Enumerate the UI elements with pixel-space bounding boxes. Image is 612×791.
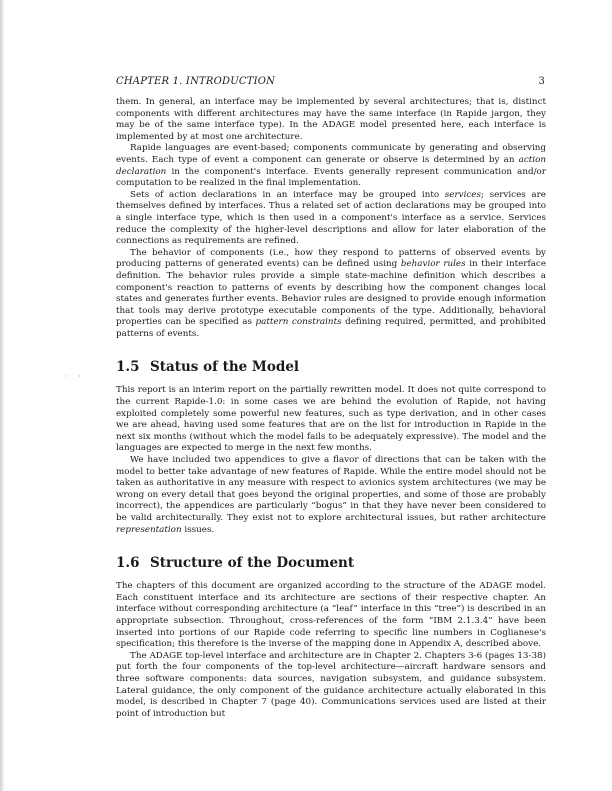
section-number: 1.6 — [116, 555, 140, 572]
text-run: Sets of action declarations in an interface may be grouped into — [130, 189, 445, 200]
emphasis-text: representation — [116, 524, 182, 535]
paragraph — [116, 190, 546, 248]
body-text — [116, 97, 546, 720]
running-header — [116, 76, 545, 87]
paragraph — [116, 248, 546, 341]
section-title: Status of the Model — [150, 359, 300, 376]
emphasis-text: services — [444, 189, 481, 200]
text-run: The behavior of components (i.e., how they respond to patterns of observed events by producing patterns of generated events) can be defined using — [116, 247, 546, 270]
emphasis-text: behavior rules — [400, 259, 466, 270]
paragraph — [116, 143, 546, 189]
section-heading-1-5 — [116, 359, 546, 375]
section-heading-1-6 — [116, 555, 546, 571]
section-number: 1.5 — [116, 359, 140, 376]
text-run: defining required, permitted, and prohibited patterns of events. — [116, 317, 546, 339]
text-run: in their interface definition. The behavior rules provide a simple state-machine definition which describes a component's reaction to patterns of events by describing how the component changes local states and generates further events. Behavior rules are designed to provide enough information that tools may derive prototype executable components of the type. Additionally, behavioral properties can be specified as — [116, 259, 547, 328]
paragraph: This report is an interim report on the partially rewritten model. It does not quite correspond to the current Rapide-1.0: in some cases we are behind the evolution of Rapide, not having exploited completely some powerful new features, such as type derivation, and in other cases we are ahead, having used some features that are on the list for introduction in Rapide in the next six months (without which the model fails to be adequately expressive). The model and the languages are expected to merge in the next few months. — [116, 385, 546, 454]
paragraph — [116, 455, 546, 536]
text-run: ; services are themselves defined by interfaces. Thus a related set of action declarations may be grouped into a single interface type, which is then used in a component's interface as a service. Services reduce the complexity of the higher-level descriptions and allow for later elaboration of the connections as requirements are refined. — [116, 189, 546, 247]
scan-edge — [0, 0, 5, 791]
margin-marks: · · — [65, 372, 85, 381]
paragraph: The chapters of this document are organized according to the structure of the ADAGE model. Each constituent interface and its architecture are sections of their respective chapter. An interface without corresponding architecture (a “leaf” interface in this “tree”) is described in an appropriate subsection. Throughout, cross-references of the form “IBM 2.1.3.4” have been inserted into portions of our Rapide code referring to specific line numbers in Coglianese's specification; this therefore is the inverse of the mapping done in Appendix A, described above. — [116, 581, 546, 650]
section-title: Structure of the Document — [150, 555, 355, 572]
text-run: issues. — [181, 524, 215, 535]
text-run: Rapide languages are event-based; components communicate by generating and observing events. Each type of event a component can generate or observe is determined by an — [116, 143, 546, 165]
chapter-title: CHAPTER 1. INTRODUCTION — [116, 76, 276, 87]
text-run: in the component's interface. Events generally represent communication and/or computation to be realized in the final implementation. — [116, 166, 546, 189]
page-number: 3 — [538, 76, 545, 87]
emphasis-text: pattern constraints — [255, 317, 342, 328]
text-run: We have included two appendices to give a flavor of directions that can be taken with the model to better take advantage of new features of Rapide. While the entire model should not be taken as authoritative in any measure with respect to avionics system architectures (we may be wrong on every detail that goes beyond the original properties, and some of those are probably incorrect), the appendices are particularly “bogus” in that they have never been considered to be valid architecturally. They exist not to explore architectural issues, but rather architecture — [116, 455, 546, 523]
paragraph: The ADAGE top-level interface and architecture are in Chapter 2. Chapters 3-6 (pages 13-38) put forth the four components of the top-level architecture—aircraft hardware sensors and three software components: data sources, navigation subsystem, and guidance subsystem. Lateral guidance, the only component of the guidance architecture actually elaborated in this model, is described in Chapter 7 (page 40). Communications services used are listed at their point of introduction but — [116, 650, 546, 719]
paragraph: them. In general, an interface may be implemented by several architectures; that is, distinct components with different architectures may have the same interface (in Rapide jargon, they may be of the same interface type). In the ADAGE model presented here, each interface is implemented by at most one architecture. — [116, 97, 546, 142]
emphasis-text: action declaration — [116, 154, 546, 177]
